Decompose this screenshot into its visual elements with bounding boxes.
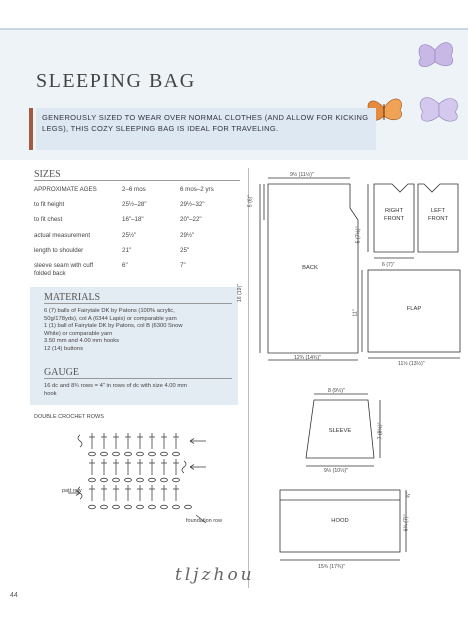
gauge-rule: [44, 378, 232, 379]
size-value-small: 25½–28": [122, 201, 147, 208]
size-value-large: 29½": [180, 232, 195, 239]
back-armhole-dimension: 5 (6)": [247, 194, 254, 208]
left-front-label: LEFT: [430, 208, 446, 214]
hood-small-dimension: ¾": [406, 491, 413, 499]
size-value-large: 20"–22": [180, 216, 202, 223]
gauge-line: hook: [44, 390, 57, 397]
back-label: BACK: [302, 265, 318, 271]
size-label-cont: folded back: [34, 270, 66, 277]
sleeve-label: SLEEVE: [328, 428, 352, 434]
size-label: APPROXIMATE AGES: [34, 186, 97, 193]
size-value-small: 21": [122, 247, 132, 254]
gauge-heading: GAUGE: [44, 367, 79, 378]
materials-line: White) or comparable yarn: [44, 330, 113, 337]
front-height-dimension: 5 (7½)": [355, 226, 362, 244]
stitch-grid: [68, 433, 206, 523]
size-label: length to shoulder: [34, 247, 84, 254]
flap-width-dimension: 11½ (13½)": [398, 361, 425, 367]
right-front-label: RIGHT: [384, 208, 404, 214]
size-value-small: 16"–18": [122, 216, 144, 223]
page-title: SLEEPING BAG: [36, 70, 196, 92]
gauge-line: 16 dc and 8¾ rows = 4" in rows of dc with size 4.00 mm: [44, 383, 188, 389]
hood-label: HOOD: [331, 518, 349, 524]
turning-chain: [182, 461, 186, 473]
sizes-heading: SIZES: [34, 169, 61, 180]
left-front-label-2: FRONT: [428, 216, 448, 222]
butterfly-illustration: [405, 30, 465, 130]
turning-chain: [78, 435, 82, 447]
hood-height-dimension: 6¾ (7)": [403, 514, 410, 532]
gauge-text: [44, 383, 236, 398]
size-label: actual measurement: [34, 232, 91, 239]
materials-heading: MATERIALS: [44, 292, 101, 303]
sleeve-bottom-dimension: 9½ (10½)": [324, 468, 349, 474]
flap-label: FLAP: [406, 306, 422, 312]
materials-line: 1 (1) ball of Fairytale DK by Patons, col B (6300 Snow: [44, 323, 183, 330]
size-value-small: 6": [122, 262, 128, 269]
size-value-large: 29½–32": [180, 201, 205, 208]
front-width-dimension: 6 (7)": [382, 262, 395, 268]
materials-line: 50g/178yds), col A (6344 Lapis) or comparable yarn: [44, 315, 177, 322]
materials-line: 12 (14) buttons: [44, 345, 83, 352]
sleeve-height-dimension: 7 (8½)": [377, 422, 384, 440]
hood-width-dimension: 15¾ (17¾)": [318, 564, 345, 570]
intro-accent-bar: [29, 108, 33, 150]
right-front-label-2: FRONT: [384, 216, 404, 222]
column-divider: [248, 168, 249, 588]
butterfly-icon: [420, 98, 457, 122]
header-rule: [0, 28, 468, 30]
back-top-dimension: 9½ (11½)": [290, 172, 314, 178]
watermark: tljzhou: [175, 565, 255, 585]
size-label: to fit height: [34, 201, 65, 208]
dc-row-middle: [89, 459, 179, 475]
sleeve-top-dimension: 8 (9½)": [328, 388, 345, 394]
stitch-chart-title: DOUBLE CROCHET ROWS: [34, 414, 104, 420]
size-value-small: 25½": [122, 232, 137, 239]
page-number: 44: [10, 592, 18, 599]
butterfly-icon: [419, 43, 453, 67]
patt-row-label: patt row: [62, 488, 82, 494]
size-value-large: 6 mos–2 yrs: [180, 186, 214, 193]
size-value-large: 25": [180, 247, 190, 254]
materials-line: 6 (7) balls of Fairytale DK by Patons (100% acrylic,: [44, 308, 175, 314]
size-label: sleeve seam with cuff: [34, 262, 94, 269]
flap-height-dimension: 11": [352, 309, 359, 317]
size-value-small: 2–6 mos: [122, 186, 146, 193]
size-value-large: 7": [180, 262, 186, 269]
foundation-row-label: foundation row: [186, 518, 223, 524]
dc-row-bottom: [89, 485, 179, 501]
back-height-dimension: 16 (19)": [237, 283, 244, 303]
dc-row-top: [89, 433, 179, 449]
intro-text: GENEROUSLY SIZED TO WEAR OVER NORMAL CLOTHES (AND ALLOW FOR KICKING LEGS), THIS COZY SLEEPING BAG IS IDEAL FOR TRAVELING.: [42, 113, 369, 133]
sizes-rule: [34, 180, 240, 181]
back-bottom-dimension: 12¾ (14¾)": [294, 355, 321, 361]
materials-list: [44, 308, 236, 354]
materials-rule: [44, 303, 232, 304]
size-label: to fit chest: [34, 216, 63, 223]
materials-line: 3.50 mm and 4.00 mm hooks: [44, 338, 120, 345]
